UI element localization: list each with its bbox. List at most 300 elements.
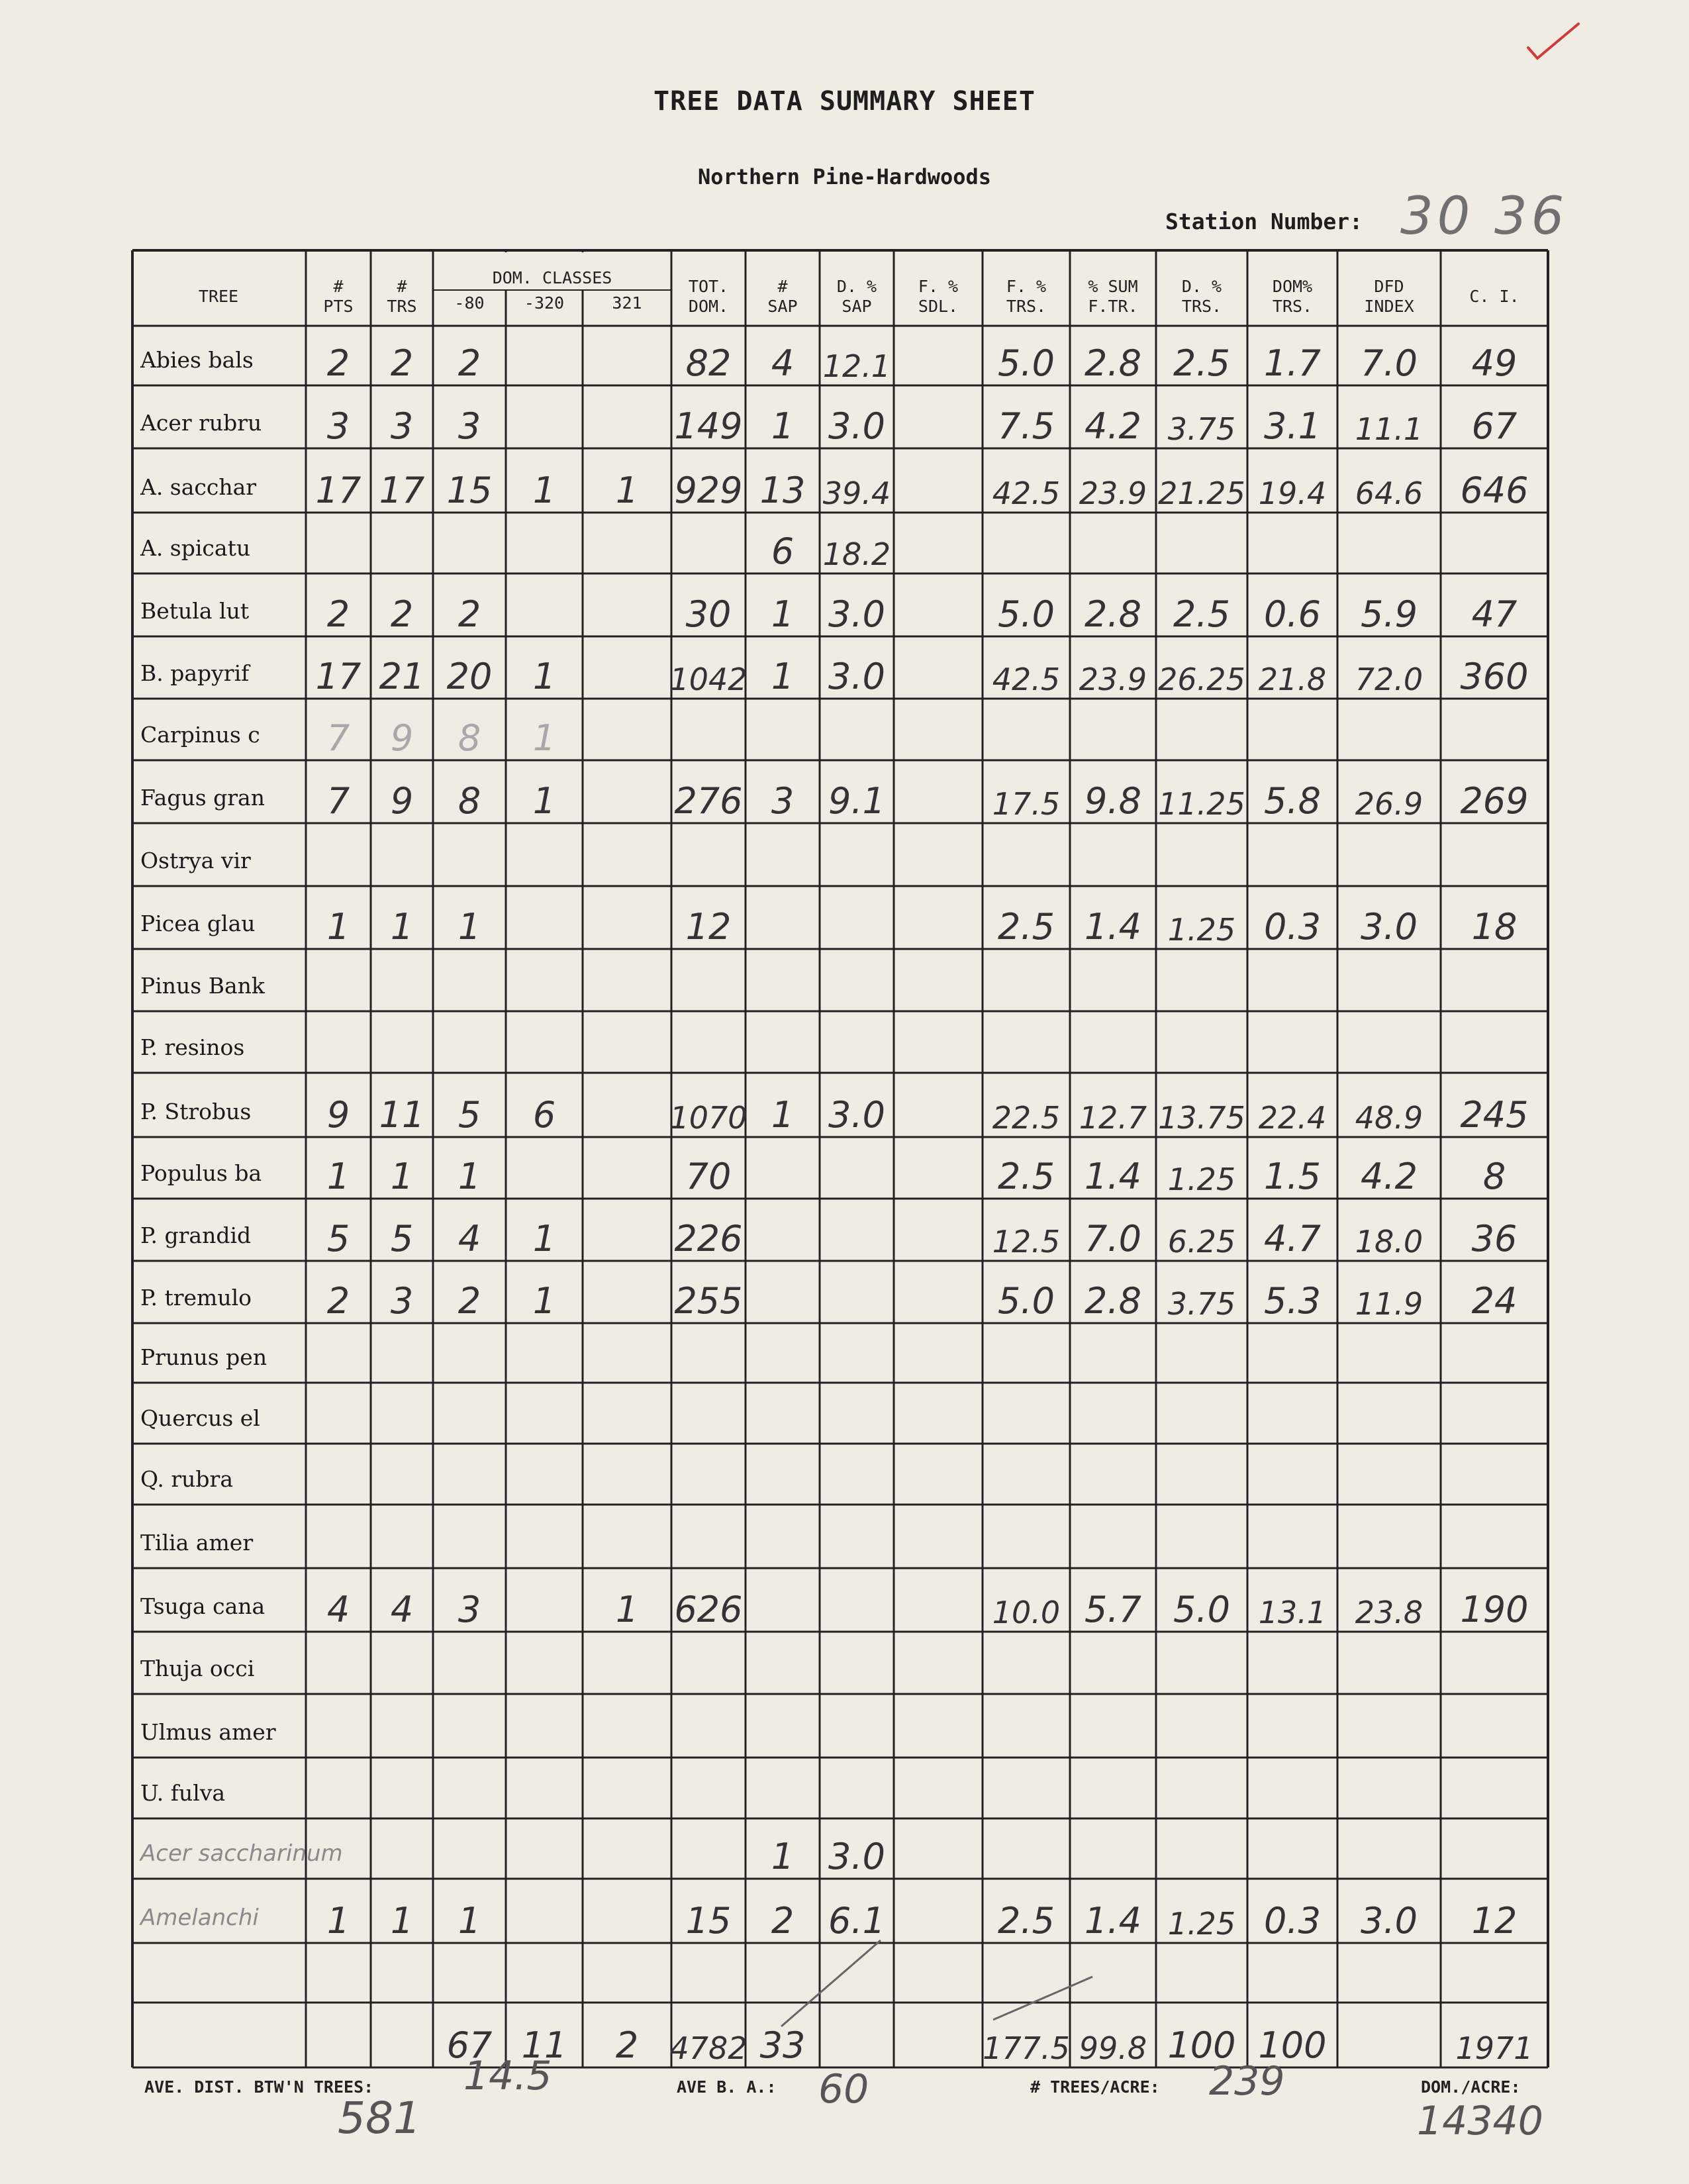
cell-sap xyxy=(746,448,820,513)
tree-name: P. grandid xyxy=(140,1222,252,1248)
cell-dsap xyxy=(820,513,894,573)
cell-value: 8 xyxy=(458,780,481,822)
cell-value: 30 xyxy=(685,593,732,635)
tree-name: Amelanchi xyxy=(140,1905,259,1931)
cell-domtrs xyxy=(1247,760,1337,823)
header-dom-pct-trs: DOM% TRS. xyxy=(1272,276,1313,316)
cell-domtrs xyxy=(1247,1073,1337,1137)
cell-trs xyxy=(371,636,433,699)
cell-ci xyxy=(1441,1879,1548,1943)
cell-value: 26.9 xyxy=(1355,786,1424,822)
cell-dtrs xyxy=(1156,1073,1247,1137)
cell-dc80 xyxy=(433,1199,506,1261)
cell-sap xyxy=(746,760,820,823)
cell-value: 1 xyxy=(615,470,639,511)
cell-value: 1.25 xyxy=(1167,1906,1236,1942)
cell-sumftr xyxy=(1070,448,1156,513)
cell-dtrs xyxy=(1156,385,1247,448)
cell-pts xyxy=(306,1199,371,1261)
ave-dist-note: 581 xyxy=(338,2093,421,2144)
sheet-title: TREE DATA SUMMARY SHEET xyxy=(653,86,1036,117)
cell-value: 3.0 xyxy=(1361,1900,1418,1942)
cell-value: 21 xyxy=(379,656,425,697)
cell-value: 1 xyxy=(390,1156,414,1197)
cell-value: 21.8 xyxy=(1258,662,1327,697)
cell-dc80 xyxy=(433,1261,506,1323)
tree-name: Populus ba xyxy=(140,1160,262,1186)
cell-sumftr xyxy=(1070,760,1156,823)
tree-name: Tilia amer xyxy=(140,1530,254,1556)
cell-value: 9 xyxy=(390,780,414,822)
cell-value: 6 xyxy=(532,1094,556,1136)
cell-value: 0.6 xyxy=(1264,593,1321,635)
cell-totdom xyxy=(671,760,746,823)
cell-value: 12 xyxy=(1471,1900,1518,1942)
cell-value: 1 xyxy=(458,906,481,948)
cell-value: 3 xyxy=(390,405,414,447)
cell-sumftr xyxy=(1070,1137,1156,1199)
ave-ba-value: 60 xyxy=(818,2066,869,2112)
cell-value: 2.5 xyxy=(998,906,1055,948)
cell-sap xyxy=(746,326,820,385)
tree-name: Tsuga cana xyxy=(140,1593,265,1619)
cell-sumftr xyxy=(1070,326,1156,385)
cell-totdom xyxy=(671,2003,746,2067)
tree-name: P. Strobus xyxy=(140,1099,252,1124)
cell-pts xyxy=(306,636,371,699)
cell-value: 1 xyxy=(615,1589,639,1630)
cell-value: 5.0 xyxy=(1173,1589,1230,1630)
cell-value: 255 xyxy=(674,1280,743,1322)
dom-acre-value: 14340 xyxy=(1417,2098,1543,2144)
cell-value: 3.75 xyxy=(1167,1286,1236,1322)
cell-dsap xyxy=(820,760,894,823)
cell-dfd xyxy=(1337,573,1441,636)
cell-dsap xyxy=(820,385,894,448)
cell-value: 245 xyxy=(1460,1094,1529,1136)
cell-dc80 xyxy=(433,385,506,448)
cell-totdom xyxy=(671,1261,746,1323)
cell-trs xyxy=(371,326,433,385)
cell-pts xyxy=(306,385,371,448)
cell-sumftr xyxy=(1070,1568,1156,1632)
cell-domtrs xyxy=(1247,573,1337,636)
cell-ftrs xyxy=(983,2003,1070,2067)
cell-value: 5.7 xyxy=(1085,1589,1141,1630)
tree-name: A. spicatu xyxy=(140,535,251,561)
tree-name: Acer saccharinum xyxy=(140,1840,343,1867)
cell-sap xyxy=(746,1073,820,1137)
cell-dc320 xyxy=(506,1199,583,1261)
header-f-pct-sdl: F. % SDL. xyxy=(918,276,959,316)
cell-totdom xyxy=(671,636,746,699)
header-d-pct-sap: D. % SAP xyxy=(836,276,877,316)
header-dom-classes: DOM. CLASSES xyxy=(492,268,612,287)
header-tot-dom: TOT. DOM. xyxy=(688,276,729,316)
tree-name: P. resinos xyxy=(140,1034,245,1060)
cell-sumftr xyxy=(1070,573,1156,636)
cell-value: 42.5 xyxy=(992,662,1061,697)
cell-sap xyxy=(746,2003,820,2067)
station-number-label: Station Number: xyxy=(1165,209,1363,234)
cell-trs xyxy=(371,573,433,636)
cell-totdom xyxy=(671,448,746,513)
cell-value: 99.8 xyxy=(1079,2030,1147,2066)
cell-value: 12.1 xyxy=(822,348,891,384)
cell-dsap xyxy=(820,448,894,513)
cell-ftrs xyxy=(983,1568,1070,1632)
cell-value: 18.2 xyxy=(822,536,891,572)
cell-value: 39.4 xyxy=(822,475,891,511)
cell-value: 226 xyxy=(674,1218,743,1260)
cell-trs xyxy=(371,760,433,823)
cell-trs xyxy=(371,385,433,448)
cell-value: 9 xyxy=(326,1094,350,1136)
cell-dtrs xyxy=(1156,1137,1247,1199)
cell-value: 1 xyxy=(771,593,795,635)
cell-ftrs xyxy=(983,636,1070,699)
cell-dfd xyxy=(1337,1568,1441,1632)
cell-ci xyxy=(1441,385,1548,448)
cell-ci xyxy=(1441,1073,1548,1137)
cell-value: 1 xyxy=(458,1156,481,1197)
cell-value: 3.75 xyxy=(1167,411,1236,447)
cell-dtrs xyxy=(1156,1879,1247,1943)
cell-sumftr xyxy=(1070,1879,1156,1943)
cell-dfd xyxy=(1337,636,1441,699)
cell-value: 13.75 xyxy=(1158,1100,1245,1136)
cell-value: 12 xyxy=(685,906,732,948)
cell-value: 1.25 xyxy=(1167,1162,1236,1197)
cell-dtrs xyxy=(1156,326,1247,385)
cell-value: 2.8 xyxy=(1085,342,1141,384)
cell-dc80 xyxy=(433,886,506,949)
cell-value: 1042 xyxy=(669,662,748,697)
cell-value: 1971 xyxy=(1455,2030,1533,2066)
cell-trs xyxy=(371,1137,433,1199)
cell-value: 7.0 xyxy=(1361,342,1418,384)
cell-value: 2 xyxy=(326,342,350,384)
tree-name: U. fulva xyxy=(140,1780,226,1806)
trees-acre-value: 239 xyxy=(1209,2058,1285,2105)
tree-name: Betula lut xyxy=(140,598,250,624)
cell-value: 17.5 xyxy=(992,786,1061,822)
tree-name: Quercus el xyxy=(140,1405,260,1431)
cell-trs xyxy=(371,699,433,760)
cell-value: 12.7 xyxy=(1079,1100,1147,1136)
cell-value: 7.5 xyxy=(998,405,1055,447)
cell-value: 48.9 xyxy=(1355,1100,1424,1136)
cell-value: 22.5 xyxy=(992,1100,1061,1136)
cell-value: 360 xyxy=(1460,656,1529,697)
cell-value: 67 xyxy=(1471,405,1518,447)
cell-ci xyxy=(1441,1137,1548,1199)
cell-ftrs xyxy=(983,326,1070,385)
sheet-subtitle: Northern Pine-Hardwoods xyxy=(697,164,992,189)
cell-sap xyxy=(746,573,820,636)
header-pts: # PTS xyxy=(323,276,354,316)
cell-dtrs xyxy=(1156,886,1247,949)
header-d-pct-trs: D. % TRS. xyxy=(1181,276,1222,316)
cell-trs xyxy=(371,1261,433,1323)
cell-value: 1 xyxy=(532,656,556,697)
cell-value: 15 xyxy=(446,470,493,511)
cell-value: 1 xyxy=(771,405,795,447)
cell-value: 18.0 xyxy=(1355,1224,1424,1260)
cell-value: 1070 xyxy=(669,1100,748,1136)
cell-value: 2 xyxy=(458,342,481,384)
cell-value: 276 xyxy=(674,780,743,822)
cell-value: 4.7 xyxy=(1264,1218,1321,1260)
cell-value: 1.5 xyxy=(1264,1156,1321,1197)
cell-value: 4782 xyxy=(669,2030,748,2066)
cell-value: 2.8 xyxy=(1085,593,1141,635)
cell-value: 6.1 xyxy=(828,1900,885,1942)
tree-name: Ulmus amer xyxy=(140,1719,276,1745)
cell-ci xyxy=(1441,636,1548,699)
cell-value: 11 xyxy=(379,1094,425,1136)
cell-value: 3.0 xyxy=(1361,906,1418,948)
cell-value: 3.0 xyxy=(828,1094,885,1136)
cell-value: 4.2 xyxy=(1361,1156,1418,1197)
cell-value: 15 xyxy=(685,1900,732,1942)
tree-name: Picea glau xyxy=(140,911,256,936)
cell-value: 3.0 xyxy=(828,656,885,697)
cell-trs xyxy=(371,886,433,949)
cell-trs xyxy=(371,1199,433,1261)
cell-dc320 xyxy=(506,448,583,513)
tree-name: Fagus gran xyxy=(140,785,265,811)
tree-name: Pinus Bank xyxy=(140,973,265,999)
cell-value: 5 xyxy=(390,1218,414,1260)
cell-value: 36 xyxy=(1471,1218,1518,1260)
cell-totdom xyxy=(671,326,746,385)
cell-sumftr xyxy=(1070,636,1156,699)
cell-sap xyxy=(746,513,820,573)
cell-value: 82 xyxy=(685,342,732,384)
cell-ci xyxy=(1441,1568,1548,1632)
cell-ftrs xyxy=(983,573,1070,636)
cell-dc321 xyxy=(583,448,671,513)
cell-value: 4 xyxy=(771,342,795,384)
cell-domtrs xyxy=(1247,636,1337,699)
cell-domtrs xyxy=(1247,886,1337,949)
cell-pts xyxy=(306,886,371,949)
cell-value: 3.0 xyxy=(828,1836,885,1877)
cell-dfd xyxy=(1337,385,1441,448)
cell-value: 5.0 xyxy=(998,342,1055,384)
cell-ci xyxy=(1441,1199,1548,1261)
cell-value: 47 xyxy=(1471,593,1518,635)
cell-dc320 xyxy=(506,1261,583,1323)
cell-value: 3 xyxy=(458,1589,481,1630)
cell-value: 17 xyxy=(315,470,362,511)
cell-domtrs xyxy=(1247,385,1337,448)
cell-value: 1 xyxy=(771,1836,795,1877)
cell-dfd xyxy=(1337,1199,1441,1261)
tree-name: Thuja occi xyxy=(140,1656,255,1681)
cell-ftrs xyxy=(983,1261,1070,1323)
cell-value: 3 xyxy=(771,780,795,822)
cell-value: 1 xyxy=(771,1094,795,1136)
cell-dc80 xyxy=(433,1879,506,1943)
cell-pts xyxy=(306,1568,371,1632)
cell-value: 12.5 xyxy=(992,1224,1061,1260)
cell-value: 7.0 xyxy=(1085,1218,1141,1260)
cell-totdom xyxy=(671,385,746,448)
cell-pts xyxy=(306,326,371,385)
cell-value: 13.1 xyxy=(1258,1595,1327,1630)
cell-dsap xyxy=(820,1818,894,1879)
cell-value: 3 xyxy=(326,405,350,447)
cell-trs xyxy=(371,1568,433,1632)
cell-value: 929 xyxy=(674,470,743,511)
cell-domtrs xyxy=(1247,1137,1337,1199)
cell-ci xyxy=(1441,1261,1548,1323)
cell-value: 2 xyxy=(390,342,414,384)
cell-ci xyxy=(1441,2003,1548,2067)
cell-dc80 xyxy=(433,326,506,385)
cell-ci xyxy=(1441,448,1548,513)
cell-dfd xyxy=(1337,1879,1441,1943)
cell-dsap xyxy=(820,326,894,385)
cell-value: 1.25 xyxy=(1167,912,1236,948)
cell-value: 9.1 xyxy=(828,780,885,822)
cell-dc320 xyxy=(506,699,583,760)
cell-dsap xyxy=(820,573,894,636)
cell-trs xyxy=(371,1073,433,1137)
cell-value: 1 xyxy=(326,906,350,948)
cell-value: 4 xyxy=(390,1589,414,1630)
header-tree: TREE xyxy=(198,286,239,306)
header-trs: # TRS xyxy=(387,276,417,316)
cell-ci xyxy=(1441,760,1548,823)
header-dc-80: -80 xyxy=(454,293,485,313)
cell-dsap xyxy=(820,1073,894,1137)
cell-sumftr xyxy=(1070,1199,1156,1261)
cell-value: 2.5 xyxy=(998,1900,1055,1942)
cell-value: 7 xyxy=(326,717,350,759)
cell-dc320 xyxy=(506,1073,583,1137)
tree-name: Abies bals xyxy=(140,347,254,373)
cell-pts xyxy=(306,699,371,760)
cell-dc80 xyxy=(433,1137,506,1199)
ave-dist-label: AVE. DIST. BTW'N TREES: xyxy=(144,2077,374,2097)
cell-sumftr xyxy=(1070,1261,1156,1323)
cell-value: 1 xyxy=(532,780,556,822)
cell-ftrs xyxy=(983,1073,1070,1137)
cell-ftrs xyxy=(983,1199,1070,1261)
cell-value: 5 xyxy=(326,1218,350,1260)
cell-value: 26.25 xyxy=(1158,662,1245,697)
cell-totdom xyxy=(671,1073,746,1137)
cell-pts xyxy=(306,1879,371,1943)
cell-value: 42.5 xyxy=(992,475,1061,511)
cell-value: 2 xyxy=(771,1900,795,1942)
cell-value: 3 xyxy=(390,1280,414,1322)
cell-value: 190 xyxy=(1460,1589,1529,1630)
tree-name: A. sacchar xyxy=(140,474,257,500)
cell-dc320 xyxy=(506,760,583,823)
cell-domtrs xyxy=(1247,448,1337,513)
dom-acre-label: DOM./ACRE: xyxy=(1421,2077,1521,2097)
cell-value: 2 xyxy=(390,593,414,635)
cell-value: 7 xyxy=(326,780,350,822)
header-dfd-index: DFD INDEX xyxy=(1364,276,1414,316)
cell-sumftr xyxy=(1070,2003,1156,2067)
cell-sumftr xyxy=(1070,385,1156,448)
cell-dc321 xyxy=(583,1568,671,1632)
cell-value: 1 xyxy=(390,906,414,948)
cell-value: 6.25 xyxy=(1167,1224,1236,1260)
cell-value: 2 xyxy=(326,593,350,635)
ave-dist-value: 14.5 xyxy=(463,2053,552,2099)
cell-value: 2 xyxy=(458,1280,481,1322)
cell-value: 646 xyxy=(1460,470,1529,511)
cell-value: 19.4 xyxy=(1258,475,1327,511)
cell-pts xyxy=(306,1073,371,1137)
cell-value: 3 xyxy=(458,405,481,447)
cell-ftrs xyxy=(983,385,1070,448)
cell-value: 2.5 xyxy=(1173,342,1230,384)
cell-ci xyxy=(1441,326,1548,385)
tree-name: Q. rubra xyxy=(140,1466,233,1492)
cell-ftrs xyxy=(983,448,1070,513)
cell-ftrs xyxy=(983,1879,1070,1943)
header-dc-320: -320 xyxy=(524,293,565,313)
cell-dc80 xyxy=(433,760,506,823)
cell-value: 1 xyxy=(390,1900,414,1942)
cell-value: 3.0 xyxy=(828,593,885,635)
cell-dfd xyxy=(1337,1261,1441,1323)
cell-value: 17 xyxy=(315,656,362,697)
cell-sumftr xyxy=(1070,1073,1156,1137)
cell-dtrs xyxy=(1156,1199,1247,1261)
cell-dsap xyxy=(820,636,894,699)
cell-value: 3.0 xyxy=(828,405,885,447)
tree-name: P. tremulo xyxy=(140,1285,252,1311)
cell-value: 18 xyxy=(1471,906,1518,948)
cell-value: 17 xyxy=(379,470,425,511)
cell-dc321 xyxy=(583,2003,671,2067)
cell-ftrs xyxy=(983,1137,1070,1199)
cell-value: 2.8 xyxy=(1085,1280,1141,1322)
tree-name: Carpinus c xyxy=(140,722,260,748)
tree-name: Ostrya vir xyxy=(140,848,251,873)
cell-dfd xyxy=(1337,448,1441,513)
cell-domtrs xyxy=(1247,1879,1337,1943)
cell-value: 100 xyxy=(1258,2024,1327,2066)
cell-value: 1.4 xyxy=(1085,906,1141,948)
cell-value: 3.1 xyxy=(1264,405,1321,447)
cell-value: 11 xyxy=(521,2024,567,2066)
cell-value: 5.0 xyxy=(998,1280,1055,1322)
cell-dc80 xyxy=(433,448,506,513)
cell-domtrs xyxy=(1247,326,1337,385)
cell-value: 8 xyxy=(1482,1156,1506,1197)
cell-value: 10.0 xyxy=(992,1595,1061,1630)
cell-ci xyxy=(1441,886,1548,949)
cell-value: 72.0 xyxy=(1355,662,1424,697)
cell-value: 269 xyxy=(1460,780,1529,822)
cell-value: 177.5 xyxy=(983,2030,1070,2066)
cell-value: 100 xyxy=(1167,2024,1236,2066)
cell-value: 5.8 xyxy=(1264,780,1321,822)
trees-acre-label: # TREES/ACRE: xyxy=(1030,2077,1160,2097)
cell-value: 6 xyxy=(771,530,795,572)
cell-value: 1.7 xyxy=(1264,342,1321,384)
station-number-value: 30 36 xyxy=(1400,187,1568,246)
